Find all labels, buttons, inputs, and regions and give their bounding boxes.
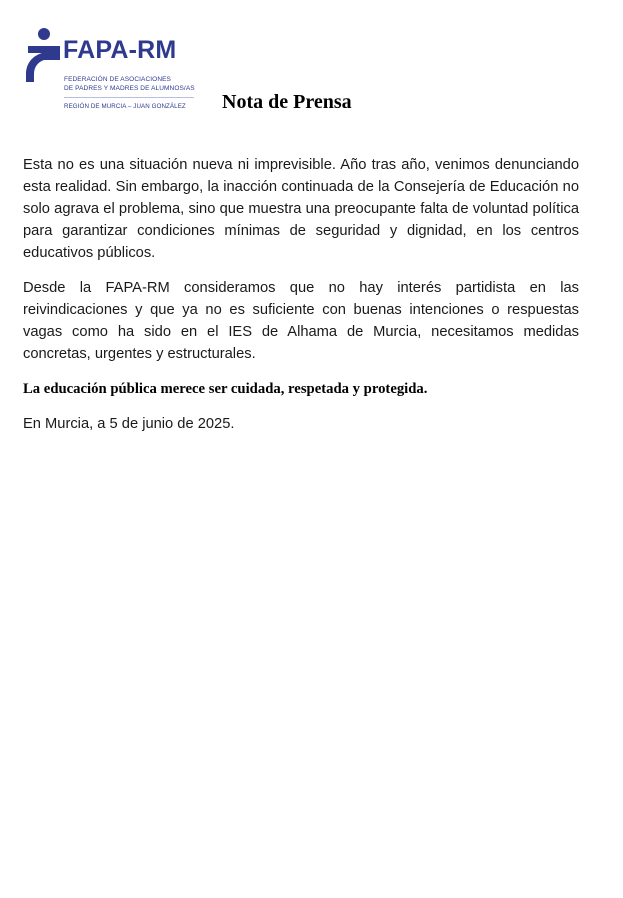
logo-wordmark: FAPA-RM [63, 36, 177, 64]
fapa-rm-logo [22, 26, 202, 116]
logo-region: REGIÓN DE MURCIA – JUAN GONZÁLEZ [64, 103, 186, 110]
paragraph: Esta no es una situación nueva ni imprevisible. Año tras año, venimos denunciando esta realidad. Sin embargo, la inacción continuada de la Consejería de Educación no solo agrava el problema, sino que muestra una preocupante falta de voluntad política para garantizar condiciones mínimas de seguridad y dignidad, en los centros educativos públicos. [23, 157, 579, 261]
logo-subtitle-line1: FEDERACIÓN DE ASOCIACIONES [64, 76, 171, 83]
emphasis-statement: La educación pública merece ser cuidada, respetada y protegida. [23, 381, 428, 397]
letterhead [0, 0, 623, 130]
person-logo-icon [22, 26, 66, 84]
press-release-body [23, 154, 579, 435]
page-title: Nota de Prensa [222, 91, 352, 113]
paragraph: Desde la FAPA-RM consideramos que no hay interés partidista en las reivindicaciones y que ya no es suficiente con buenas intenciones o respuestas vagas como ha sido en el IES de Alhama de Murcia, necesitamos medidas concretas, urgentes y estructurales. [23, 280, 579, 362]
logo-divider [64, 97, 194, 98]
logo-subtitle-line2: DE PADRES Y MADRES DE ALUMNOS/AS [64, 84, 195, 92]
logo-subtitle [64, 76, 195, 93]
date-line: En Murcia, a 5 de junio de 2025. [23, 416, 235, 432]
